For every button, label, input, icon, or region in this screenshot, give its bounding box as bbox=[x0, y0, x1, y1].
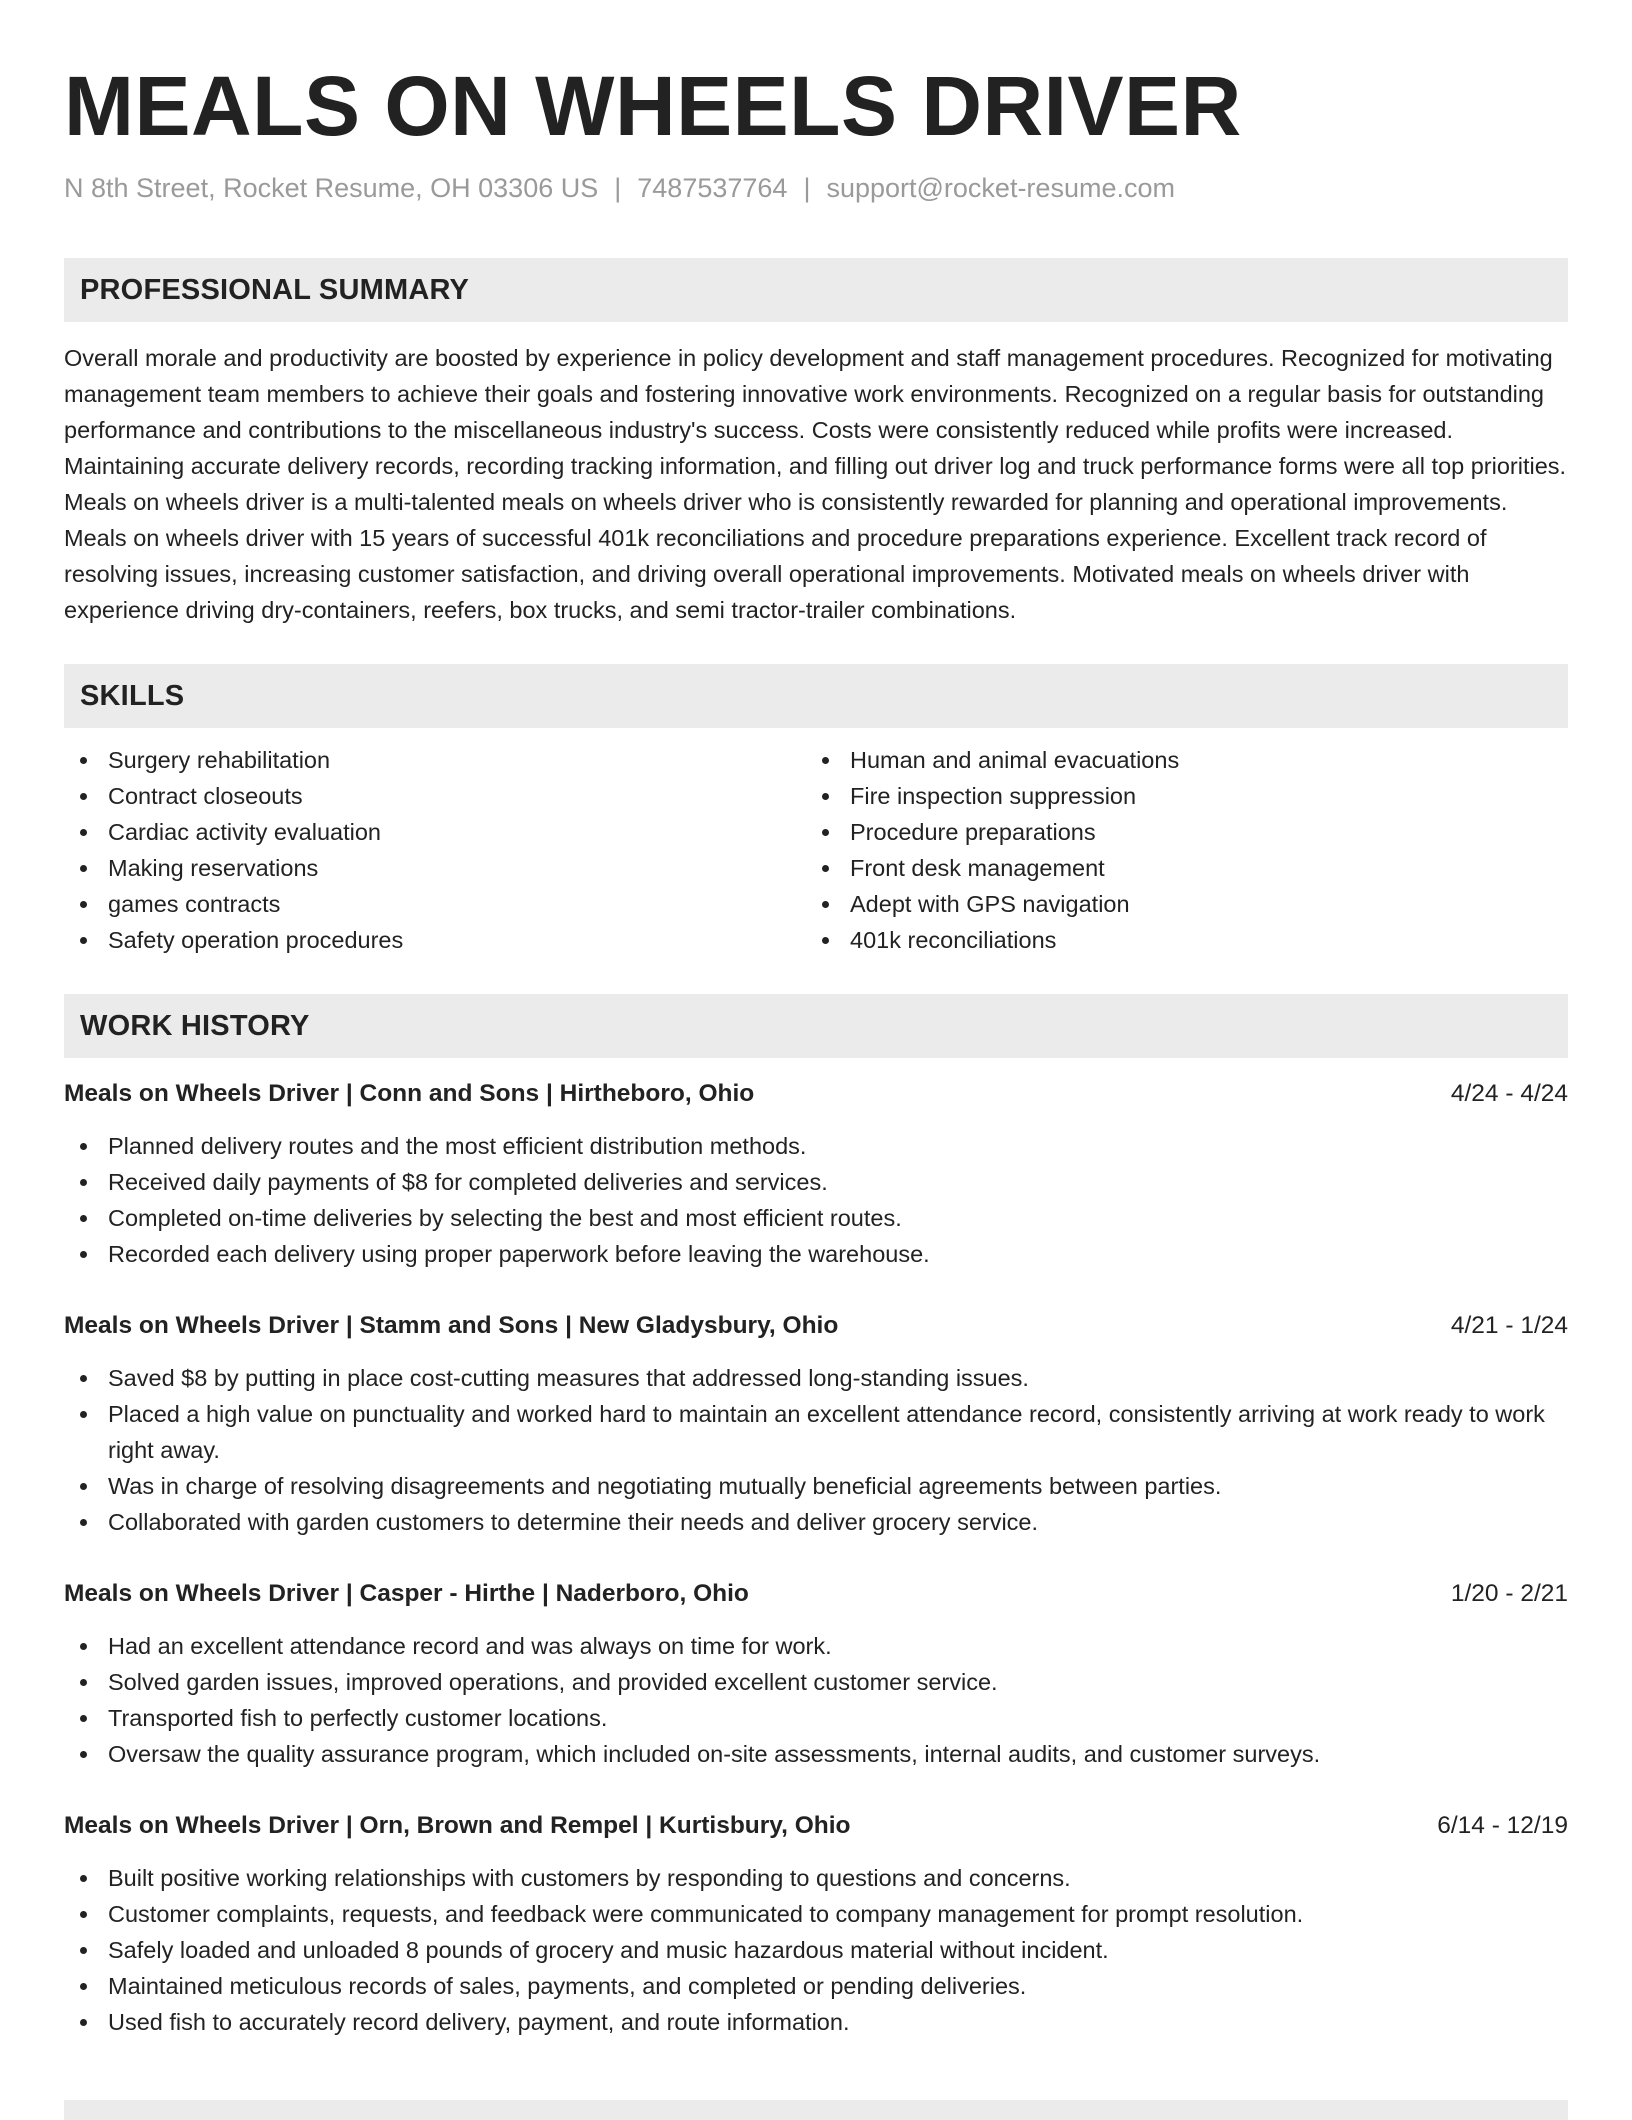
skills-list-right bbox=[806, 742, 1548, 958]
job-heading-row bbox=[64, 1076, 1568, 1112]
job-bullet: Customer complaints, requests, and feedback were communicated to company management for prompt resolution. bbox=[64, 1896, 1568, 1932]
job-heading-row bbox=[64, 1808, 1568, 1844]
job-bullet: Oversaw the quality assurance program, which included on-site assessments, internal audits, and customer surveys. bbox=[64, 1736, 1568, 1772]
contact-email: support@rocket-resume.com bbox=[826, 173, 1175, 203]
job-bullets bbox=[64, 1128, 1568, 1272]
job-bullets bbox=[64, 1860, 1568, 2040]
contact-line bbox=[64, 170, 1568, 206]
skill-item: Cardiac activity evaluation bbox=[64, 814, 806, 850]
job-bullet: Was in charge of resolving disagreements and negotiating mutually beneficial agreements between parties. bbox=[64, 1468, 1568, 1504]
skills-section-header bbox=[64, 664, 1568, 728]
job-bullet: Safely loaded and unloaded 8 pounds of grocery and music hazardous material without incident. bbox=[64, 1932, 1568, 1968]
skill-item: Making reservations bbox=[64, 850, 806, 886]
skill-item: Human and animal evacuations bbox=[806, 742, 1548, 778]
job-bullet: Collaborated with garden customers to determine their needs and deliver grocery service. bbox=[64, 1504, 1568, 1540]
skill-item: Safety operation procedures bbox=[64, 922, 806, 958]
skills-list-left bbox=[64, 742, 806, 958]
job-bullet: Completed on-time deliveries by selecting the best and most efficient routes. bbox=[64, 1200, 1568, 1236]
job-heading: Meals on Wheels Driver | Casper - Hirthe | Naderboro, Ohio bbox=[64, 1580, 749, 1607]
work-history-section-header bbox=[64, 994, 1568, 1058]
skill-item: Surgery rehabilitation bbox=[64, 742, 806, 778]
job-entry bbox=[64, 1076, 1568, 1272]
job-dates: 1/20 - 2/21 bbox=[1450, 1580, 1568, 1607]
skill-item: Fire inspection suppression bbox=[806, 778, 1548, 814]
job-bullet: Had an excellent attendance record and was always on time for work. bbox=[64, 1628, 1568, 1664]
job-dates: 6/14 - 12/19 bbox=[1437, 1812, 1568, 1839]
work-history-section-title: WORK HISTORY bbox=[80, 1009, 310, 1042]
job-entry bbox=[64, 1576, 1568, 1772]
job-bullets bbox=[64, 1360, 1568, 1540]
job-bullet: Recorded each delivery using proper paperwork before leaving the warehouse. bbox=[64, 1236, 1568, 1272]
job-bullets bbox=[64, 1628, 1568, 1772]
candidate-name: MEALS ON WHEELS DRIVER bbox=[64, 59, 1242, 153]
job-entry bbox=[64, 1308, 1568, 1540]
job-heading: Meals on Wheels Driver | Orn, Brown and Rempel | Kurtisbury, Ohio bbox=[64, 1812, 851, 1839]
job-bullet: Received daily payments of $8 for completed deliveries and services. bbox=[64, 1164, 1568, 1200]
job-heading-row bbox=[64, 1308, 1568, 1344]
job-heading: Meals on Wheels Driver | Stamm and Sons | New Gladysbury, Ohio bbox=[64, 1312, 839, 1339]
skill-item: Procedure preparations bbox=[806, 814, 1548, 850]
job-bullet: Transported fish to perfectly customer locations. bbox=[64, 1700, 1568, 1736]
contact-phone: 7487537764 bbox=[637, 173, 788, 203]
job-bullet: Maintained meticulous records of sales, payments, and completed or pending deliveries. bbox=[64, 1968, 1568, 2004]
contact-address: N 8th Street, Rocket Resume, OH 03306 US bbox=[64, 173, 599, 203]
contact-separator: | bbox=[803, 173, 811, 203]
skill-item: 401k reconciliations bbox=[806, 922, 1548, 958]
skill-item: games contracts bbox=[64, 886, 806, 922]
job-dates: 4/21 - 1/24 bbox=[1450, 1312, 1568, 1339]
job-bullet: Placed a high value on punctuality and worked hard to maintain an excellent attendance record, consistently arriving at work ready to work right away. bbox=[64, 1396, 1568, 1468]
resume-page bbox=[64, 0, 1568, 2040]
job-bullet: Built positive working relationships with customers by responding to questions and concerns. bbox=[64, 1860, 1568, 1896]
skill-item: Adept with GPS navigation bbox=[806, 886, 1548, 922]
skill-item: Contract closeouts bbox=[64, 778, 806, 814]
job-bullet: Saved $8 by putting in place cost-cutting measures that addressed long-standing issues. bbox=[64, 1360, 1568, 1396]
job-bullet: Used fish to accurately record delivery, payment, and route information. bbox=[64, 2004, 1568, 2040]
job-entry bbox=[64, 1808, 1568, 2040]
summary-text: Overall morale and productivity are boosted by experience in policy development and staff management procedures. Recognized for motivating management team members to achieve their goals and fostering innovative work environments. Recognized on a regular basis for outstanding performance and contributions to the miscellaneous industry's success. Costs were consistently reduced while profits were increased. Maintaining accurate delivery records, recording tracking information, and filling out driver log and truck performance forms were all top priorities. Meals on wheels driver is a multi-talented meals on wheels driver who is consistently rewarded for planning and operational improvements. Meals on wheels driver with 15 years of successful 401k reconciliations and procedure preparations experience. Excellent track record of resolving issues, increasing customer satisfaction, and driving overall operational improvements. Motivated meals on wheels driver with experience driving dry-containers, reefers, box trucks, and semi tractor-trailer combinations. bbox=[64, 345, 1567, 623]
job-bullet: Planned delivery routes and the most efficient distribution methods. bbox=[64, 1128, 1568, 1164]
summary-section-title: PROFESSIONAL SUMMARY bbox=[80, 273, 470, 306]
job-bullet: Solved garden issues, improved operations, and provided excellent customer service. bbox=[64, 1664, 1568, 1700]
job-heading: Meals on Wheels Driver | Conn and Sons | Hirtheboro, Ohio bbox=[64, 1080, 755, 1107]
job-dates: 4/24 - 4/24 bbox=[1450, 1080, 1568, 1107]
skill-item: Front desk management bbox=[806, 850, 1548, 886]
job-heading-row bbox=[64, 1576, 1568, 1612]
next-section-header-edge bbox=[64, 2100, 1568, 2120]
contact-separator: | bbox=[614, 173, 622, 203]
skills-columns bbox=[64, 742, 1568, 958]
skills-section-title: SKILLS bbox=[80, 679, 185, 712]
summary-section-header bbox=[64, 258, 1568, 322]
